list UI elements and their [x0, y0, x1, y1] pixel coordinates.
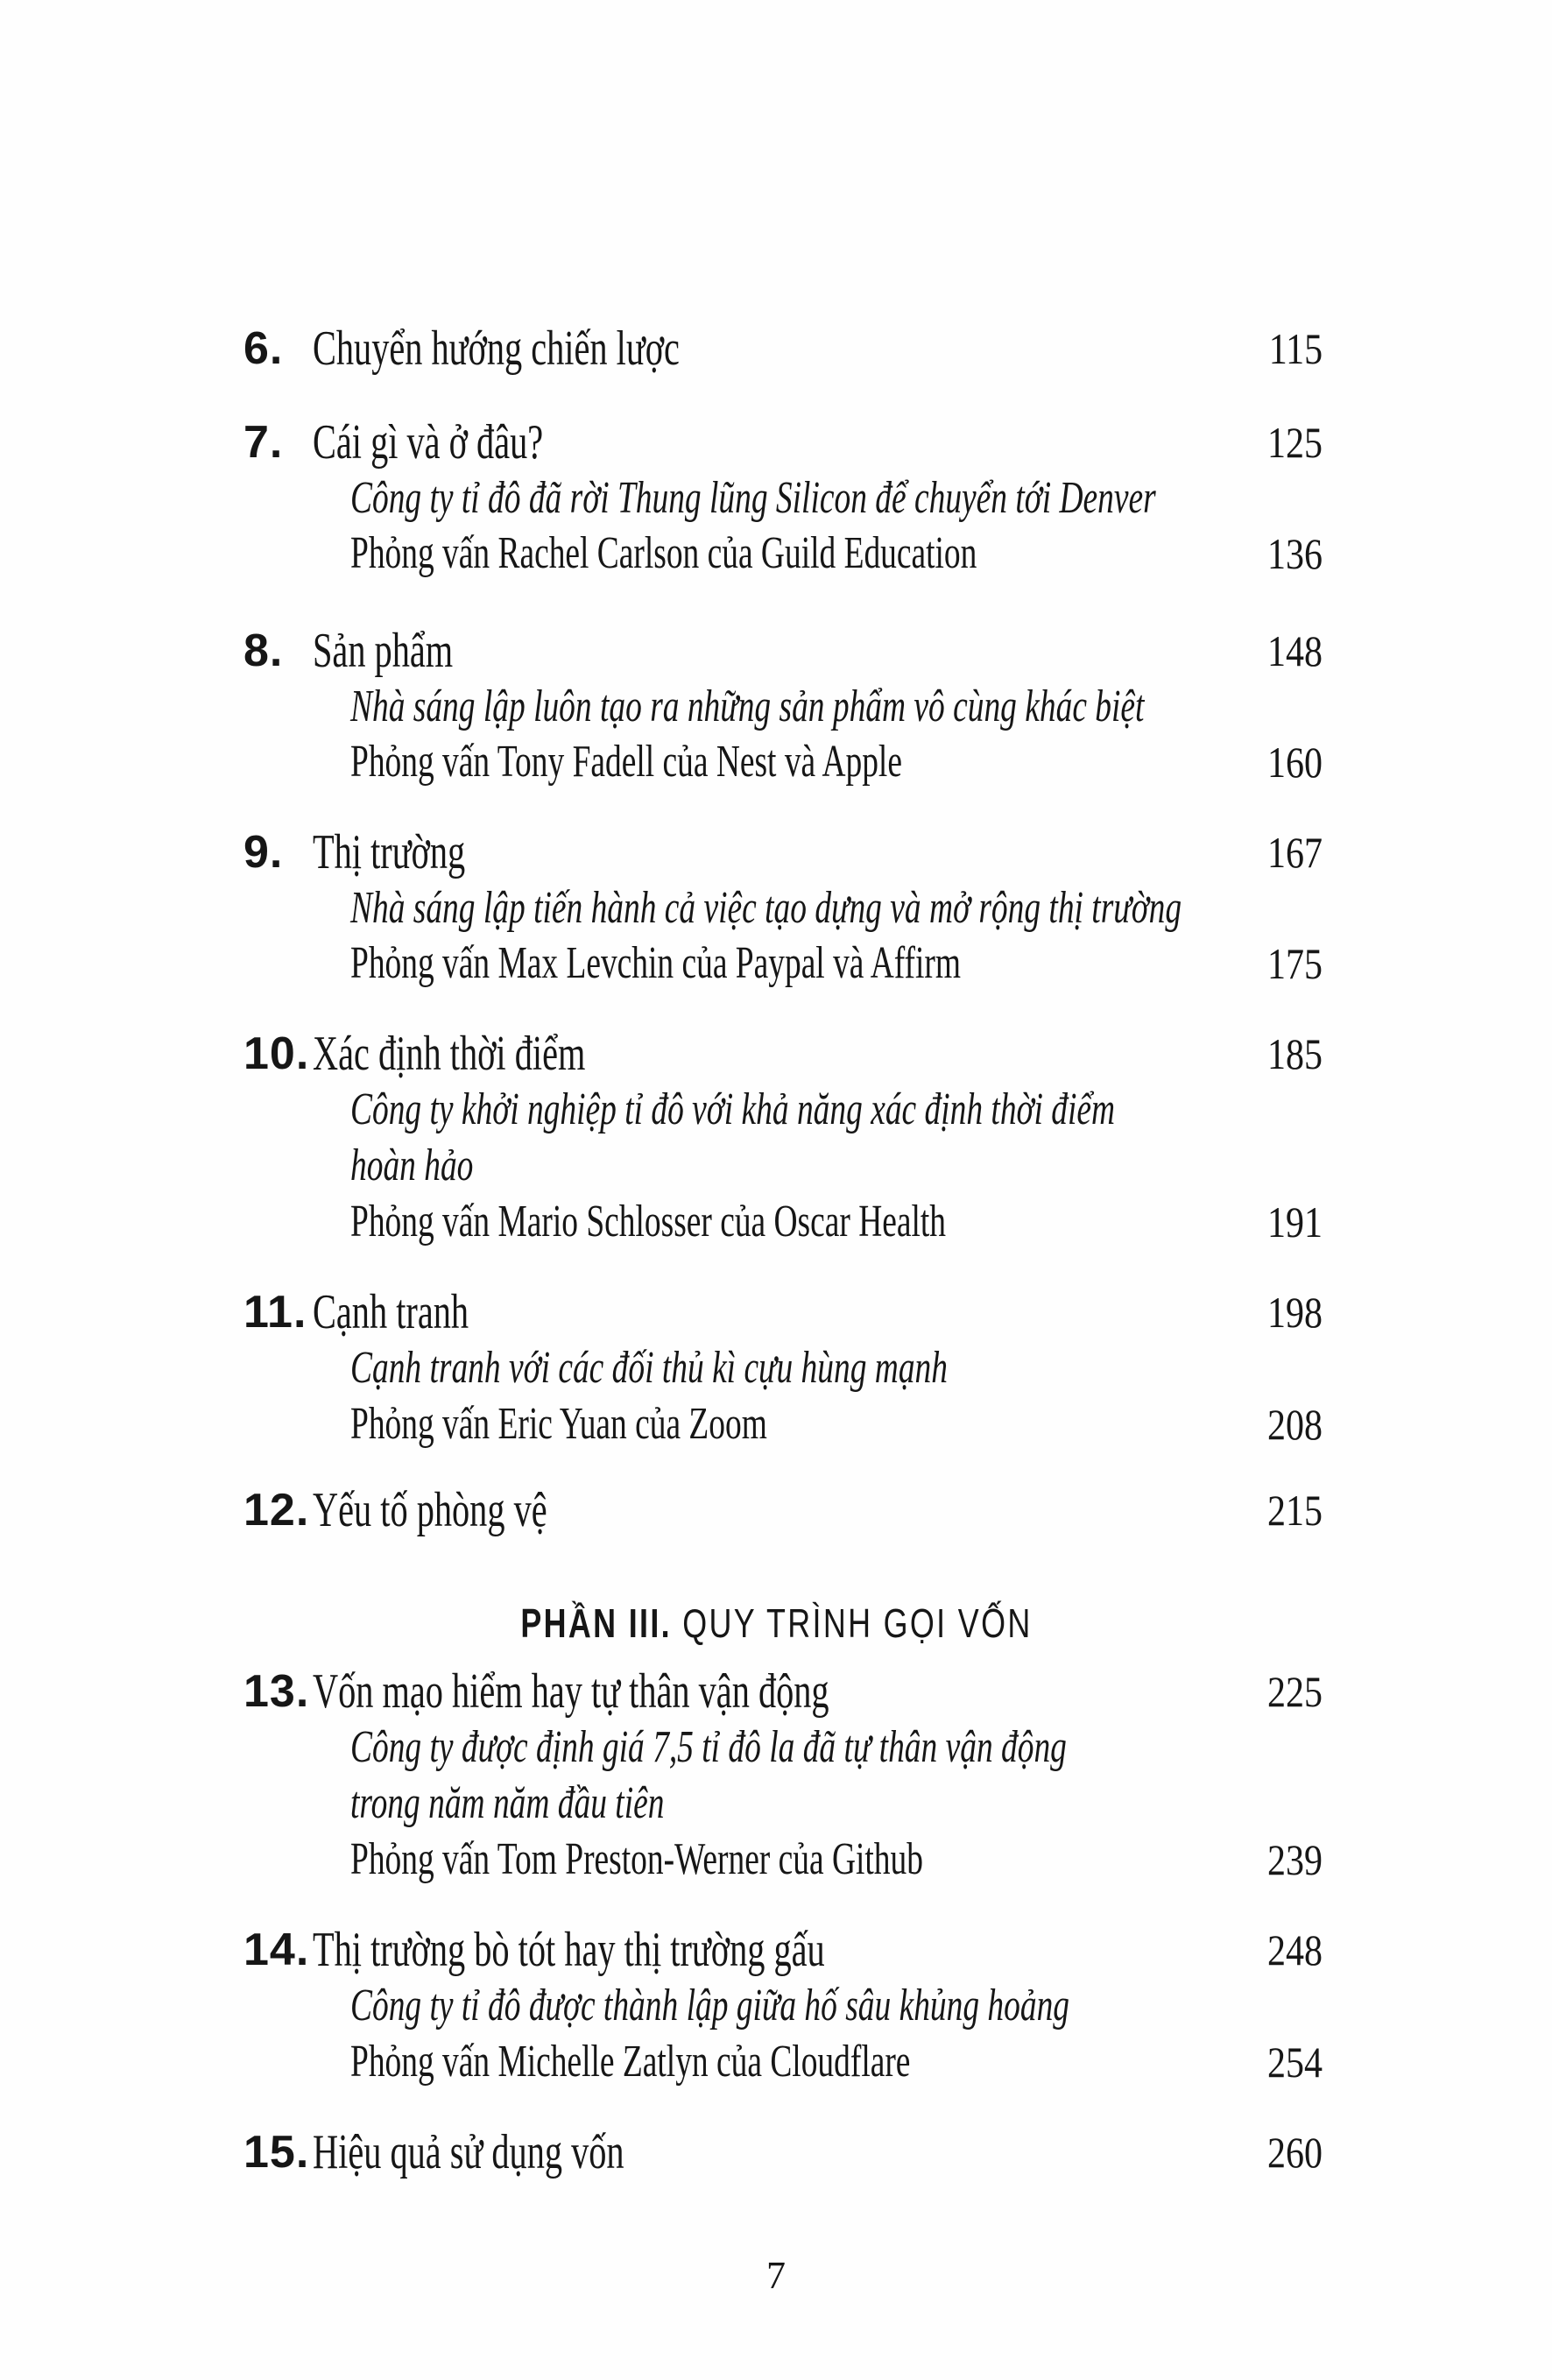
chapter-title: Vốn mạo hiểm hay tự thân vận động: [313, 1664, 829, 1719]
toc-line: [0, 525, 1552, 583]
interview-page-number: 254: [1267, 2037, 1323, 2087]
chapter-page-number: 260: [1267, 2128, 1323, 2177]
chapter-title: Hiệu quả sử dụng vốn: [313, 2125, 624, 2179]
chapter-title: Cái gì và ở đâu?: [313, 415, 544, 470]
toc-line: [0, 1977, 1552, 2035]
chapter-number: 15.: [243, 2127, 310, 2178]
chapter-subtitle-line: Nhà sáng lập tiến hành cả việc tạo dựng và mở rộng thị trường: [350, 883, 1182, 933]
chapter-subtitle-line: Công ty tỉ đô đã rời Thung lũng Silicon để chuyển tới Denver: [350, 473, 1156, 523]
footer-page-number: 7: [766, 2254, 786, 2297]
chapter-subtitle-line: hoàn hảo: [350, 1141, 474, 1190]
chapter-page-number: 115: [1268, 324, 1323, 373]
section-heading-text: [520, 1594, 1032, 1652]
interview-label: Phỏng vấn Tom Preston-Werner của Github: [350, 1834, 923, 1884]
interview-page-number: 175: [1267, 939, 1323, 988]
chapter-title: Xác định thời điểm: [313, 1027, 586, 1081]
toc-line: [0, 622, 1552, 680]
interview-label: Phỏng vấn Max Levchin của Paypal và Affirm: [350, 938, 961, 988]
toc-line: [0, 1663, 1552, 1720]
interview-label: Phỏng vấn Tony Fadell của Nest và Apple: [350, 737, 902, 787]
chapter-subtitle-line: trong năm năm đầu tiên: [350, 1778, 665, 1828]
section-part-label: PHẦN III.: [519, 1600, 672, 1646]
chapter-subtitle-line: Nhà sáng lập luôn tạo ra những sản phẩm vô cùng khác biệt: [350, 682, 1145, 731]
chapter-subtitle-line: Công ty được định giá 7,5 tỉ đô la đã tự thân vận động: [350, 1722, 1067, 1772]
chapter-number: 7.: [243, 417, 284, 468]
toc-line: [0, 1481, 1552, 1539]
interview-label: Phỏng vấn Eric Yuan của Zoom: [350, 1399, 767, 1449]
chapter-subtitle-line: Cạnh tranh với các đối thủ kì cựu hùng mạnh: [350, 1343, 949, 1393]
chapter-title: Thị trường bò tót hay thị trường gấu: [313, 1923, 825, 1977]
toc-line: [0, 935, 1552, 992]
chapter-title: Cạnh tranh: [313, 1285, 469, 1339]
interview-page-number: 239: [1267, 1835, 1323, 1884]
toc-line: [0, 320, 1552, 378]
chapter-page-number: 225: [1267, 1667, 1323, 1716]
section-part-title: QUY TRÌNH GỌI VỐN: [681, 1600, 1033, 1646]
toc-line: [0, 1193, 1552, 1251]
toc-line: [0, 1395, 1552, 1453]
chapter-page-number: 215: [1267, 1486, 1323, 1535]
chapter-page-number: 125: [1267, 418, 1323, 467]
interview-page-number: 136: [1267, 529, 1323, 578]
toc-line: [0, 2123, 1552, 2181]
toc-line: [0, 1921, 1552, 1979]
chapter-subtitle-line: Công ty khởi nghiệp tỉ đô với khả năng xác định thời điểm: [350, 1084, 1116, 1134]
toc-line: [0, 879, 1552, 937]
toc-line: [0, 1025, 1552, 1083]
chapter-title: Chuyển hướng chiến lược: [313, 321, 680, 376]
chapter-page-number: 248: [1267, 1925, 1323, 1974]
chapter-number: 6.: [243, 323, 284, 374]
toc-line: [0, 1137, 1552, 1195]
chapter-number: 14.: [243, 1924, 310, 1975]
interview-label: Phỏng vấn Mario Schlosser của Oscar Health: [350, 1197, 946, 1246]
interview-page-number: 208: [1267, 1400, 1323, 1449]
toc-line: [0, 1831, 1552, 1889]
chapter-title: Yếu tố phòng vệ: [313, 1483, 547, 1537]
chapter-page-number: 198: [1267, 1288, 1323, 1337]
toc-line: [0, 470, 1552, 527]
toc-line: [0, 1775, 1552, 1833]
chapter-subtitle-line: Công ty tỉ đô được thành lập giữa hố sâu khủng hoảng: [350, 1981, 1070, 2030]
toc-line: [0, 678, 1552, 736]
toc-line: [0, 1081, 1552, 1139]
chapter-number: 8.: [243, 625, 284, 676]
chapter-number: 9.: [243, 827, 284, 878]
interview-page-number: 160: [1267, 738, 1323, 787]
chapter-number: 10.: [243, 1028, 310, 1079]
interview-page-number: 191: [1267, 1197, 1323, 1246]
chapter-number: 11.: [243, 1287, 307, 1338]
interview-label: Phỏng vấn Rachel Carlson của Guild Education: [350, 528, 977, 578]
toc-line: [0, 1719, 1552, 1776]
section-heading: [0, 1594, 1552, 1652]
toc-line: [0, 823, 1552, 881]
chapter-number: 12.: [243, 1485, 310, 1536]
toc-line: [0, 1339, 1552, 1397]
chapter-page-number: 185: [1267, 1029, 1323, 1078]
chapter-page-number: 148: [1267, 626, 1323, 675]
toc-line: [0, 1283, 1552, 1341]
chapter-number: 13.: [243, 1666, 310, 1717]
toc-line: [0, 2033, 1552, 2091]
chapter-title: Thị trường: [313, 825, 466, 879]
chapter-page-number: 167: [1267, 828, 1323, 877]
chapter-title: Sản phẩm: [313, 624, 454, 678]
interview-label: Phỏng vấn Michelle Zatlyn của Cloudflare: [350, 2037, 911, 2087]
toc-line: [0, 413, 1552, 471]
toc-line: [0, 733, 1552, 791]
